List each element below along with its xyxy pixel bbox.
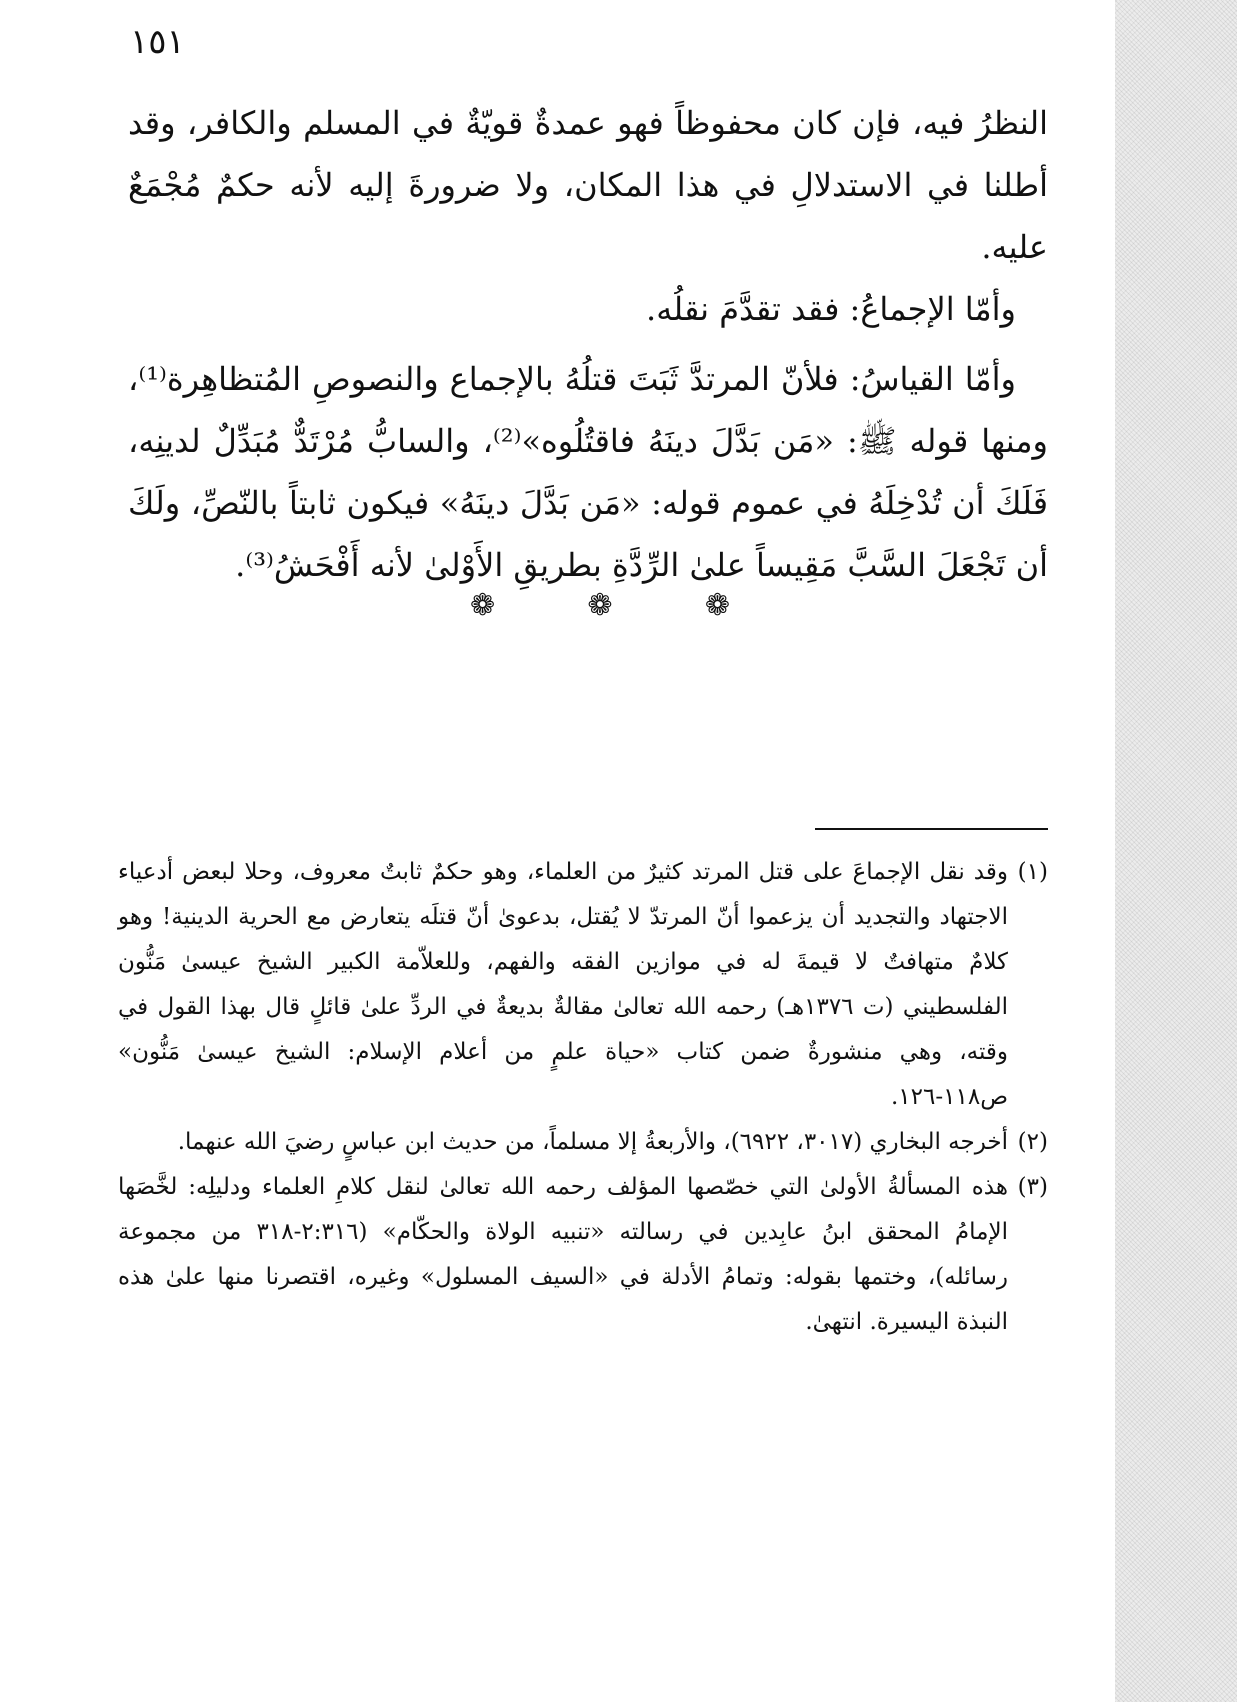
body-paragraph-2: وأمّا الإجماعُ: فقد تقدَّمَ نقلُه.	[646, 290, 1016, 328]
footnote-2	[118, 1120, 1048, 1165]
footnote-divider	[815, 828, 1048, 830]
footnote-number: (٢)	[1017, 1129, 1048, 1155]
footnote-3	[118, 1165, 1048, 1345]
page-number: ١٥١	[130, 22, 185, 62]
section-separator	[470, 588, 730, 623]
footnote-1	[118, 850, 1048, 1120]
footnote-number: (١)	[1017, 859, 1048, 885]
body-paragraph-1: النظرُ فيه، فإن كان محفوظاً فهو عمدةٌ قويّةٌ في المسلم والكافر، وقد أطلنا في الاستدلالِ في هذا المكان، ولا ضرورةَ إليه لأنه حكمٌ مُجْمَعٌ عليه.	[128, 104, 1049, 266]
footnote-text: وقد نقل الإجماعَ على قتل المرتد كثيرٌ من العلماء، وهو حكمٌ ثابتٌ معروف، وحلا لبعض أدعياء الاجتهاد والتجديد أن يزعموا أنّ المرتدّ لا يُقتل، بدعوىٰ أنّ قتلَه يتعارض مع الحرية الدينية! وهو كلامٌ متهافتٌ لا قيمةَ له في موازين الفقه والفهم، وللعلاّمة الكبير الشيخ عيسىٰ مَنُّون الفلسطيني (ت ١٣٧٦هـ) رحمه الله تعالىٰ مقالةٌ بديعةٌ في الردِّ علىٰ قائلٍ قال بهذا القول في وقته، وهي منشورةٌ ضمن كتاب «حياة علمٍ من أعلام الإسلام: الشيخ عيسىٰ مَنُّون» ص١١٨-١٢٦.	[118, 859, 1008, 1110]
footnote-text: هذه المسألةُ الأولىٰ التي خصّصها المؤلف رحمه الله تعالىٰ لنقل كلامِ العلماء ودليلِه: لخَّصَها الإمامُ المحقق ابنُ عابِدين في رسالته «تنبيه الولاة والحكّام» (٢:٣١٦-٣١٨ من مجموعة رسائله)، وختمها بقوله: وتمامُ الأدلة في «السيف المسلول» وغيره، اقتصرنا منها علىٰ هذه النبذة اليسيرة. انتهىٰ.	[118, 1174, 1008, 1335]
footnote-text: أخرجه البخاري (٣٠١٧، ٦٩٢٢)، والأربعةُ إلا مسلماً، من حديث ابن عباسٍ رضيَ الله عنهما.	[177, 1129, 1008, 1155]
footnote-number: (٣)	[1017, 1174, 1048, 1200]
scanned-binding-edge	[1115, 0, 1237, 1702]
footnotes	[118, 850, 1048, 1345]
ornament-star-icon: ❁	[587, 588, 613, 623]
ornament-star-icon: ❁	[470, 588, 496, 623]
ornament-star-icon: ❁	[704, 588, 730, 623]
body-paragraph-3: وأمّا القياسُ: فلأنّ المرتدَّ ثَبَتَ قتلُهُ بالإجماع والنصوصِ المُتظاهِرة⁽¹⁾، ومنها قوله ﷺ: «مَن بَدَّلَ دينَهُ فاقتُلُوه»⁽²⁾، والسابُّ مُرْتَدٌّ مُبَدِّلٌ لدينِه، فَلَكَ أن تُدْخِلَهُ في عموم قوله: «مَن بَدَّلَ دينَهُ» فيكون ثابتاً بالنّصِّ، ولَكَ أن تَجْعَلَ السَّبَّ مَقِيساً علىٰ الرِّدَّةِ بطريقِ الأَوْلىٰ لأنه أَفْحَشُ⁽³⁾.	[128, 360, 1049, 584]
main-text	[128, 92, 1048, 596]
